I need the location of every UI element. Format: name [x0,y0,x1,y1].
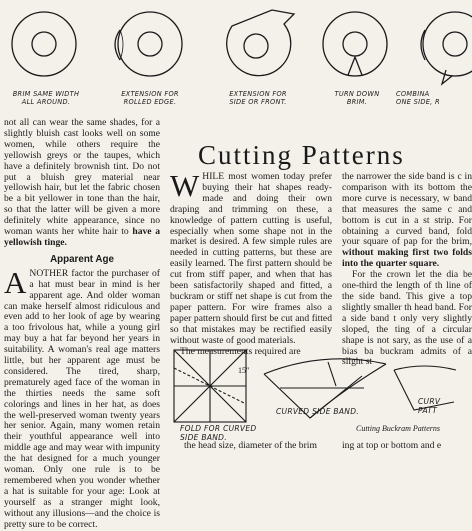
brim-diagrams [0,0,450,90]
drop-cap-w: W [170,168,200,203]
right-column [342,172,472,368]
brim-same-width-diagram [12,12,76,76]
middle-paragraph-2: The measurements required are [180,345,301,357]
caption-combination: COMBINA ONE SIDE, R [396,90,440,106]
right-bottom-line: ing at top or bottom and e [342,440,442,451]
caption-rolled-edge: EXTENSION FOR ROLLED EDGE. [121,90,179,106]
curved-pattern-caption: CURV PATT [418,397,441,415]
left-column [4,118,160,531]
drop-cap-a: A [4,264,27,300]
left-column-paragraph [4,118,160,249]
left-text-bold: have a yellowish tinge. [4,226,160,248]
caption-turn-down: TURN DOWN BRIM. [334,90,380,106]
fold-square-diagram [174,350,246,422]
combination-diagram [421,12,472,84]
curved-side-band-caption: CURVED SIDE BAND. [276,407,359,416]
apparent-age-paragraph [4,264,160,531]
right-paragraph [342,172,472,270]
left-text: not all can wear the same shades, for a slightly bluish cast looks well on some women, while others require the yellowish greys or the taupes, which have a definitely brownish tint. Do not put a bluish grey material near yellowish hair, but let the fabric chosen be a bit yellower in tone than the hair, so that the latter will be given a more definitely white appearance, since no woman wants her white hair to [4,117,160,238]
caption-side-front: EXTENSION FOR SIDE OR FRONT. [229,90,287,106]
right-text-a: the narrower the side band is c in comparison with its bottom the more curve is necessary, w band that measures the same c and bottom is cut in a st strip. For obtaining a curved band, fold your square of pap for the brim, [342,171,472,248]
middle-bottom-line: the head size, diameter of the brim [184,440,317,451]
curved-band-measure: 15" [238,366,250,375]
caption-brim-same-width: BRIM SAME WIDTH ALL AROUND. [12,90,80,106]
right-paragraph-2: For the crown let the dia be one-third the length of th line of the side band. This give a top slightly smaller th head band. For a side band t only very slightly sloped, the ting of a circular shape is not sary, as the use of a bias ba buckram admits of a slight st [342,269,472,368]
middle-column [170,168,332,357]
fold-curved-caption: FOLD FOR CURVED SIDE BAND. [180,424,257,442]
figure-credit: Cutting Buckram Patterns [356,424,440,433]
turn-down-brim-diagram [323,12,387,76]
middle-text: HILE most women today prefer buying their hat shapes ready-made and doing their own draping and trimming on these, a knowledge of pattern cutting is useful, especially when some shape not in the market is desired. A few simple rules are needed in cutting patterns, but these are easily learned. The first pattern should be cut from stiff paper, and when that has been satisfactorily shaped and fitted, a buckram or stiff net shape is cut from the paper pattern. For wire frames also a paper pattern should first be cut and fitted so that mistakes may be rectified easily without waste of good materials. [170,171,332,346]
apparent-age-text: NOTHER factor the purchaser of a hat must bear in mind is her apparent age. And older woman can make herself almost ridiculous and even add to her look of age by wearing a too frivolous hat, while a young girl may buy a hat far beyond her years in suitability. A woman's real age matters little, but her apparent age must be considered. The tired, sharp, prematurely aged face of the woman in the thirties needs the same soft colorings and lines in her hat, as does the well-preserved woman twenty years her senior. Again, many women retain their youthful appearance well into middle age and may wear with impunity the hat designed for a much younger woman. Only one rule is to be remembered when you wonder whether a hat is suitable for your age: Look at yourself as a stranger might look, without any illusions—and the choice is pretty sure to be correct. [4,267,160,530]
middle-paragraph [170,168,332,347]
side-front-extension-diagram [227,10,294,76]
subheading-apparent-age: Apparent Age [50,253,114,265]
article-title: Cutting Patterns [198,140,405,170]
rolled-edge-diagram [115,12,182,76]
right-text-bold: without making first two folds into the quarter square. [342,247,472,270]
